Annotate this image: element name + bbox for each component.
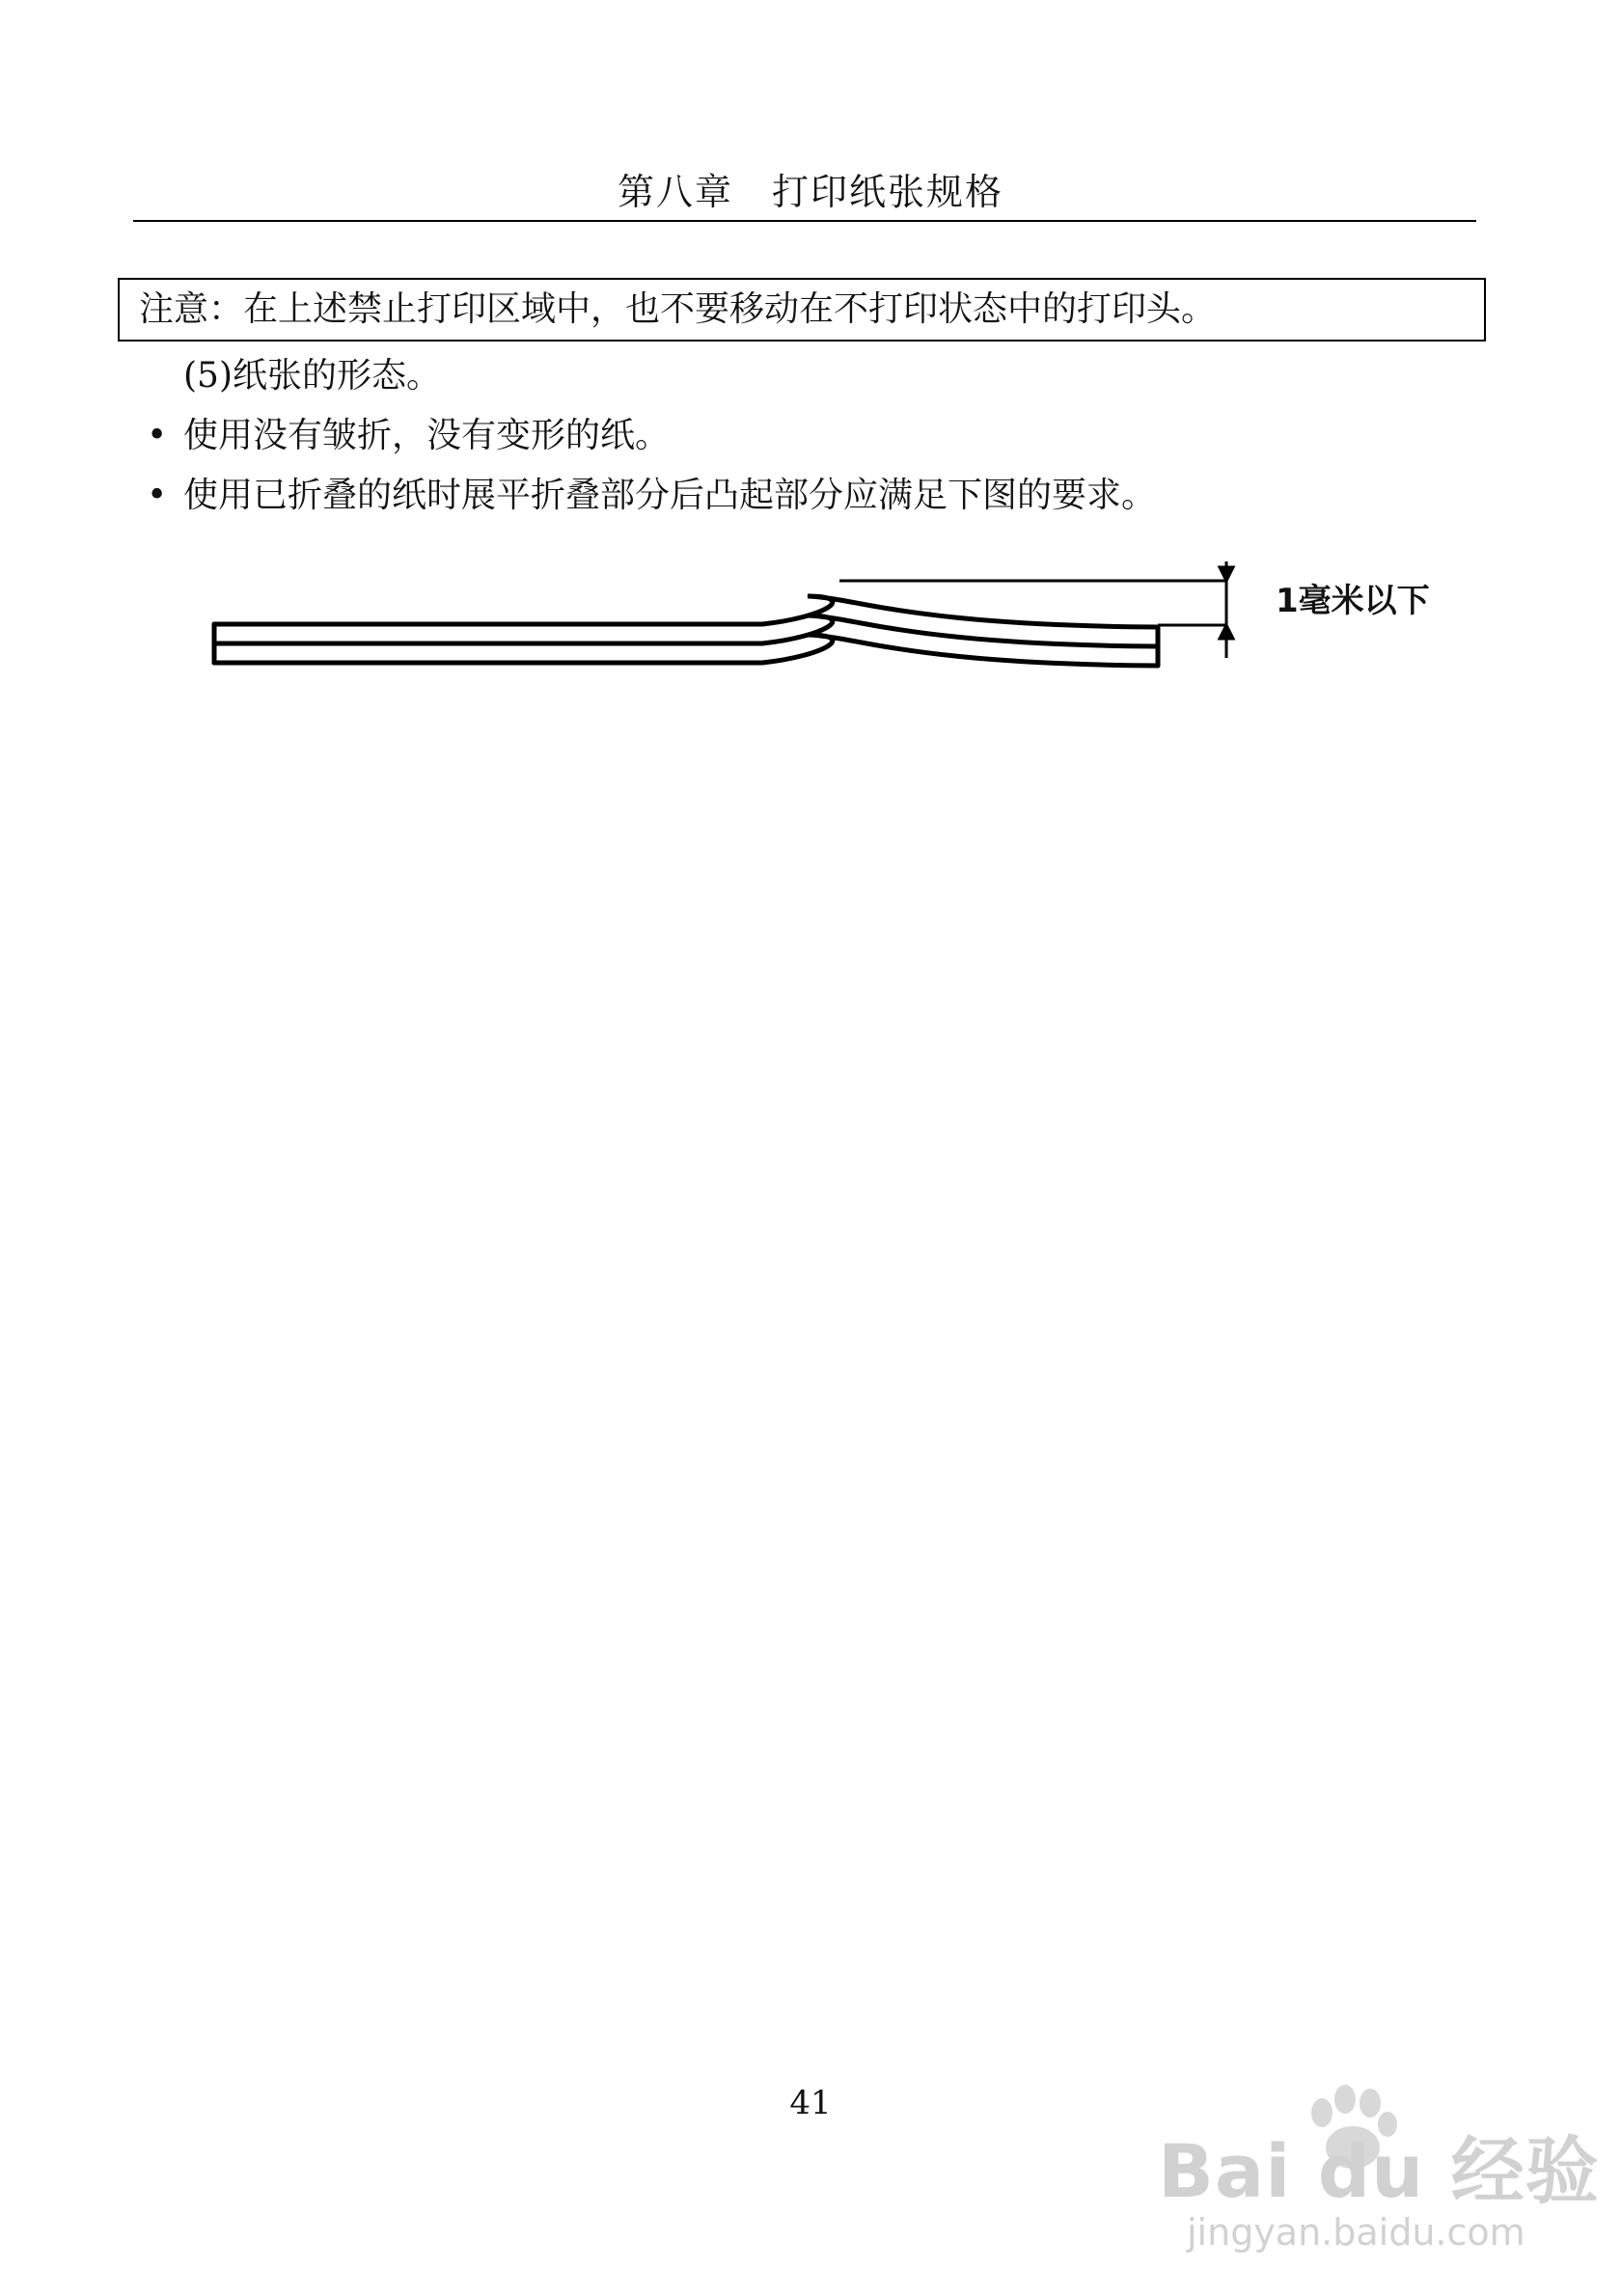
bullet-text: 使用已折叠的纸时展平折叠部分后凸起部分应满足下图的要求。 (183, 476, 1157, 515)
list-item (147, 407, 670, 465)
watermark-brand: Bai du 经验 (1158, 2128, 1600, 2214)
fold-height-label: 1毫米以下 (1276, 582, 1430, 620)
paper-fold-diagram (193, 540, 1274, 695)
header-divider (133, 220, 1476, 222)
page-header-title: 第八章 打印纸张规格 (617, 171, 1003, 213)
baidu-watermark (1158, 2113, 1600, 2286)
notice-box (118, 278, 1486, 342)
paper-top-edge (214, 596, 1158, 627)
list-item (147, 467, 1156, 525)
section-heading: (5)纸张的形态。 (183, 356, 441, 396)
arrow-down-icon (1220, 625, 1233, 639)
bullet-marker: • (147, 416, 168, 455)
page-number: 41 (789, 2084, 832, 2122)
arrow-up-icon (1220, 567, 1233, 581)
bullet-marker: • (147, 476, 168, 515)
notice-text: 注意：在上述禁止打印区域中，也不要移动在不打印状态中的打印头。 (139, 289, 1217, 329)
watermark-url: jingyan.baidu.com (1187, 2211, 1525, 2254)
bullet-text: 使用没有皱折，没有变形的纸。 (183, 416, 671, 455)
